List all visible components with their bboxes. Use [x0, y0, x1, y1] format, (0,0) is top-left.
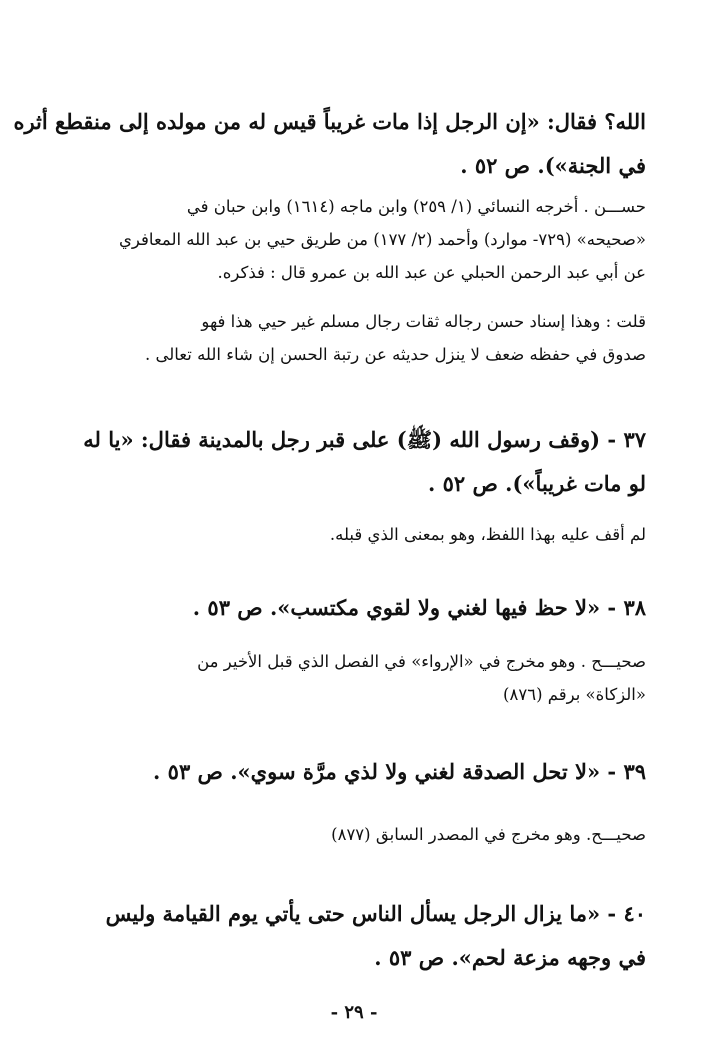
text-line: الله؟ فقال: «إن الرجل إذا مات غريباً قيس له من مولده إلى منقطع أثره: [13, 109, 646, 134]
text-line: حســـن . أخرجه النسائي (١/ ٢٥٩) وابن ماجه (١٦١٤) وابن حبان في: [186, 197, 646, 216]
hadith-38: [56, 586, 646, 630]
hadith-40: [56, 892, 646, 980]
text-line: عن أبي عبد الرحمن الحبلي عن عبد الله بن عمرو قال : فذكره.: [217, 263, 646, 282]
text-line: ٣٧ - (وقف رسول الله (ﷺ) على قبر رجل بالمدينة فقال: «يا له: [83, 427, 646, 452]
text-line: ٣٩ - «لا تحل الصدقة لغني ولا لذي مرَّة سوي». ص ٥٣ .: [153, 759, 646, 784]
hadith-39: [56, 750, 646, 794]
text-line: صحيـــح . وهو مخرج في «الإرواء» في الفصل الذي قبل الأخير من: [197, 652, 646, 671]
note-38: [56, 645, 646, 711]
text-line: قلت : وهذا إسناد حسن رجاله ثقات رجال مسلم غير حيي هذا فهو: [201, 312, 646, 331]
text-line: «الزكاة» برقم (٨٧٦): [503, 685, 646, 704]
text-line: ٣٨ - «لا حظ فيها لغني ولا لقوي مكتسب». ص ٥٣ .: [192, 595, 646, 620]
text-line: ٤٠ - «ما يزال الرجل يسأل الناس حتى يأتي يوم القيامة وليس: [105, 901, 646, 926]
hadith-36-continuation: [13, 100, 646, 188]
text-line: «صحيحه» (٧٢٩- موارد) وأحمد (٢/ ١٧٧) من طريق حيي بن عبد الله المعافري: [119, 230, 646, 249]
note-37: [56, 518, 646, 551]
comment-note-36: [56, 305, 646, 371]
note-39: [56, 818, 646, 851]
text-line: لو مات غريباً»). ص ٥٢ .: [427, 471, 646, 496]
text-line: صدوق في حفظه ضعف لا ينزل حديثه عن رتبة الحسن إن شاء الله تعالى .: [144, 345, 646, 364]
text-line: صحيـــح. وهو مخرج في المصدر السابق (٨٧٧): [331, 825, 646, 844]
text-line: في الجنة»). ص ٥٢ .: [460, 153, 646, 178]
text-line: لم أقف عليه بهذا اللفظ، وهو بمعنى الذي قبله.: [329, 525, 646, 544]
takhrij-note-36: [56, 190, 646, 289]
page-number: - ٢٩ -: [330, 1002, 378, 1023]
text-line: في وجهه مزعة لحم». ص ٥٣ .: [374, 945, 646, 970]
hadith-37: [56, 418, 646, 506]
